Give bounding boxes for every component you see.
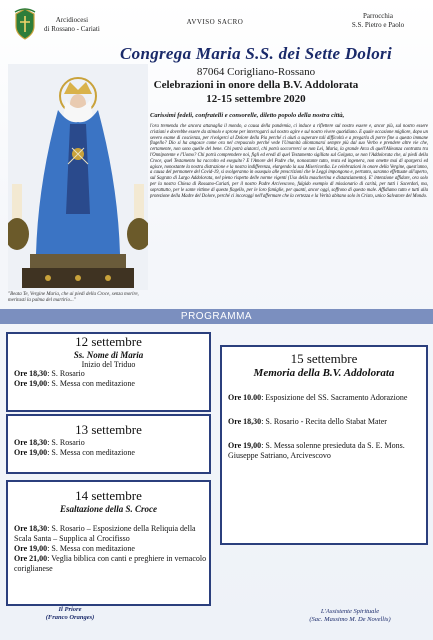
statue-caption: "Beata Te, Vergine Maria, che ai piedi della Croce, senza morire, meritasti la palma del martirio...": [8, 292, 139, 303]
archdiocese-line1: Arcidiocesi: [55, 16, 89, 24]
schedule-box-12: [6, 332, 211, 412]
notice-label: AVVISO SACRO: [186, 18, 244, 26]
prior-signature: [10, 606, 130, 622]
parish-line2: S.S. Pietro e Paolo: [351, 21, 405, 29]
day15-subtitle: Memoria della B.V. Addolorata: [253, 367, 395, 379]
schedule-item: Ore 18,30: S. Rosario: [14, 369, 85, 378]
schedule-item: Ore 19,00: S. Messa con meditazione: [14, 379, 135, 388]
day14-subtitle: Esaltazione della S. Croce: [59, 504, 157, 514]
day15-date: 15 settembre: [290, 351, 358, 366]
letter-greeting: Carissimi fedeli, confratelli e consorelle, diletto popolo della nostra città,: [150, 112, 345, 119]
celebration-dates: 12-15 settembre 2020: [206, 93, 306, 105]
program-bar: PROGRAMMA: [0, 309, 433, 324]
letter-body: l'ora tremenda che ancora attanaglia il mondo, a causa della pandemia, ci induce a riflettere sul nostro essere e, ancor più, sul nostro essere cristiani e dovrebbe essere da stimolo e sprone per interrogarci sul nostro agire e sul nostro vivere quotidiano. E quale occasione migliore, dopo un severo esame di coscienza, per rivolgerci al Dolore della Pia perché ci aiuti a superare tali difficoltà e a pregarla di porre fine a questo immane flagello? Dio si ha angosce come ora nel crepuscolo perché vede l'Umanità allontanarsi sempre più dal suo Verbo e prendere altre vie che, certamente, non sono quelle del bene. Chi potrà aiutarci, chi potrà soccorrerci se non Lei, Maria, la grande Arca di quell'Alleanza contratta tra l'Onnipotente e l'Uomo? Chi potrà comprendere noi, figli ed eredi di quel Testamento sigillato sul Golgota, se non l'Addolorata che, ai piedi della Croce, quel Testamento ha raccolto ed eseguito? E l'Amore del Padre che, nonostante tutto, resta ed ingenera, non omette mai di spargersi ed agisce, nonostante la nostra distrazione e la nostra indifferenza, elargendo la sua Misericordia. Le celebrazioni in onore della Vergine, quest'anno, a causa del permanere del Covid-19, si svolgeranno in ossequio alle prescrizioni che le Leggi impongono e, pertanto, saranno effettuate all'aperto, sul Sagrato di Largo Addolorata, nel pieno rispetto delle norme vigenti (Uso della mascherina e distanziamento). E' intenzione affidare, ora solo per la nostra Chiesa di Rossano-Cariati, per il nostro Padre Arcivescovo, fulgido esempio di missionario di carità, per tutti i Sacerdoti, ma, soprattutto, per le sante vittime di questo flagello, per le loro famiglie, per quanti, ancor oggi, soffrono di questo male. Affidiamo tutto e tutti alla protezione della Madre del Dolore, perché ci incoraggi nell'affermare che la certezza e la Verità abitano solo in Cristo, unico Salvatore del Mondo.: [150, 124, 428, 199]
schedule-item: Ore 19,00: S. Messa solenne presieduta da S. E. Mons. Giuseppe Satriano, Arcivescovo: [228, 441, 405, 460]
schedule-item: Ore 18,30: S. Rosario – Esposizione della Reliquia della Scala Santa – Supplica al Crocifisso: [14, 524, 196, 543]
spiritual-assistant-signature: [275, 608, 425, 624]
archdiocese-crest-icon: [12, 8, 38, 40]
archdiocese-line2: di Rossano - Cariati: [44, 25, 100, 33]
schedule-box-13: [6, 414, 211, 474]
schedule-item: Ore 10.00: Esposizione del SS. Sacramento Adorazione: [228, 393, 408, 402]
parish-line1: Parrocchia: [363, 12, 393, 20]
archdiocese-text: [44, 16, 100, 34]
schedule-item: Ore 18,30: S. Rosario - Recita dello Stabat Mater: [228, 417, 387, 426]
day12-date: 12 settembre: [75, 334, 142, 349]
schedule-item: Ore 21,00: Veglia biblica con canti e preghiere in vernacolo coriglianese: [14, 554, 207, 573]
schedule-item: Ore 19,00: S. Messa con meditazione: [14, 448, 135, 457]
prior-role: Il Priore: [58, 606, 82, 613]
page-subtitle: 87064 Corigliano-Rossano: [196, 66, 316, 78]
day13-date: 13 settembre: [75, 422, 142, 437]
schedule-box-15: [220, 345, 428, 545]
schedule-item: Ore 18,30: S. Rosario: [14, 438, 85, 447]
archdiocese-block: [8, 8, 108, 44]
parish-block: [333, 12, 423, 30]
day12-note: Inizio del Triduo: [81, 360, 136, 369]
celebration-heading: Celebrazioni in onore della B.V. Addolorata: [153, 79, 359, 91]
day12-subtitle: Ss. Nome di Maria: [73, 350, 144, 360]
prior-name: (Franco Oranges): [45, 614, 95, 621]
page-title: Congrega Maria S.S. dei Sette Dolori: [120, 44, 392, 63]
schedule-box-14: [6, 480, 211, 606]
assistant-role: L'Assistente Spirituale: [320, 608, 380, 615]
madonna-statue-image: [8, 64, 148, 290]
schedule-item: Ore 19,00: S. Messa con meditazione: [14, 544, 135, 553]
day14-date: 14 settembre: [75, 488, 142, 503]
assistant-name: (Sac. Massimo M. De Novellis): [309, 616, 391, 623]
